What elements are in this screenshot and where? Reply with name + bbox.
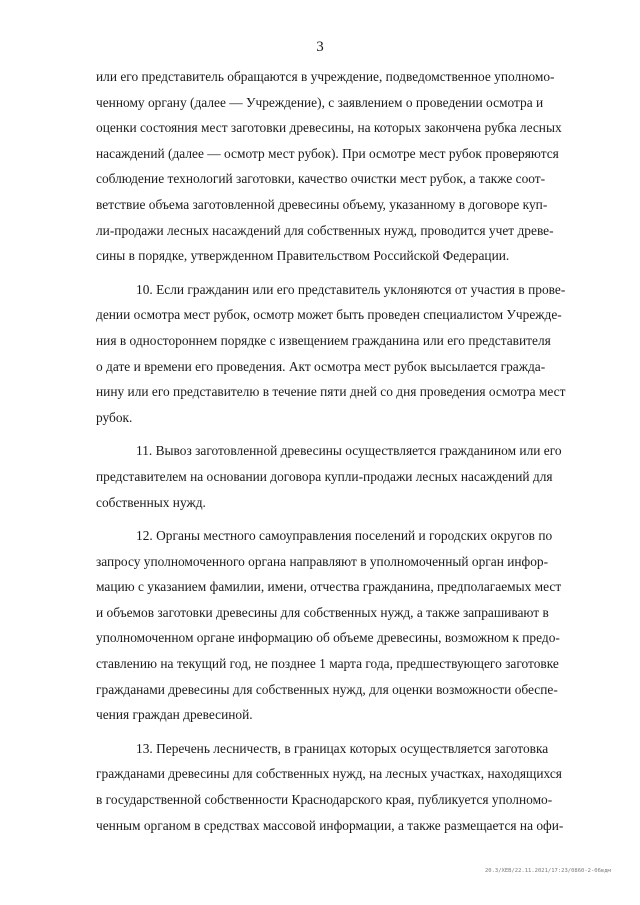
text-line: ния в одностороннем порядке с извещением гражданина или его представителя [96, 332, 551, 348]
paragraph-continuation [96, 64, 562, 269]
text-line: 11. Вывоз заготовленной древесины осуществляется гражданином или его [136, 443, 562, 459]
text-line: ветствие объема заготовленной древесины объему, указанному в договоре куп- [96, 196, 548, 212]
text-line: оценки состояния мест заготовки древесины, на которых закончена рубка лесных [96, 120, 562, 136]
paragraph-item-13 [96, 736, 564, 838]
text-line: собственных нужд. [96, 494, 206, 510]
text-line: или его представитель обращаются в учреждение, подведомственное уполномо- [96, 69, 555, 84]
text-line: представителем на основании договора купли-продажи лесных насаждений для [96, 468, 553, 484]
text-line: запросу уполномоченного органа направляют в уполномоченный орган инфор- [96, 553, 549, 569]
text-line: мацию с указанием фамилии, имени, отчества гражданина, предполагаемых мест [96, 579, 562, 595]
text-line: гражданами древесины для собственных нужд, на лесных участках, находящихся [96, 766, 562, 782]
text-line: и объемов заготовки древесины для собственных нужд, а также запрашивают в [96, 604, 549, 620]
text-line: насаждений (далее — осмотр мест рубок). При осмотре мест рубок проверяются [96, 145, 559, 161]
text-line: в государственной собственности Краснодарского края, публикуется уполномо- [96, 792, 553, 808]
text-line: чения граждан древесиной. [96, 707, 253, 723]
page-number: 3 [316, 39, 324, 55]
document-body [96, 64, 566, 838]
text-line: гражданами древесины для собственных нужд, для оценки возможности обеспе- [96, 681, 558, 697]
paragraph-item-10 [96, 277, 566, 431]
text-line: уполномоченном органе информацию об объеме древесины, возможном к предо- [96, 630, 560, 646]
text-line: 12. Органы местного самоуправления поселений и городских округов по [136, 528, 553, 544]
text-line: дении осмотра мест рубок, осмотр может быть проведен специалистом Учрежде- [96, 307, 562, 323]
paragraph-item-12 [96, 523, 562, 728]
text-line: 10. Если гражданин или его представитель уклоняются от участия в прове- [136, 281, 566, 297]
text-line: ли-продажи лесных насаждений для собственных нужд, проводится учет древе- [96, 222, 554, 238]
text-line: о дате и времени его проведения. Акт осмотра мест рубок высылается гражда- [96, 358, 546, 374]
text-line: 13. Перечень лесничеств, в границах которых осуществляется заготовка [136, 740, 549, 756]
document-footer-code: 20.3/XEB/22.11.2021/17:23/0860-2-06вдм [485, 868, 611, 874]
text-line: ченным органом в средствах массовой информации, а также размещается на офи- [96, 817, 564, 833]
paragraph-gap [96, 430, 538, 438]
text-line: ставлению на текущий год, не позднее 1 марта года, предшествующего заготовке [96, 656, 559, 672]
text-line: ченному органу (далее — Учреждение), с заявлением о проведении осмотра и [96, 94, 544, 110]
text-line: сины в порядке, утвержденном Правительством Российской Федерации. [96, 248, 510, 264]
paragraph-gap [96, 269, 538, 277]
paragraph-gap [96, 515, 538, 523]
paragraph-gap [96, 728, 538, 736]
paragraph-item-11 [96, 438, 562, 515]
text-line: нину или его представителю в течение пяти дней со дня проведения осмотра мест [96, 384, 566, 400]
text-line: соблюдение технологий заготовки, качество очистки мест рубок, а также соот- [96, 171, 546, 187]
text-line: рубок. [96, 409, 133, 425]
